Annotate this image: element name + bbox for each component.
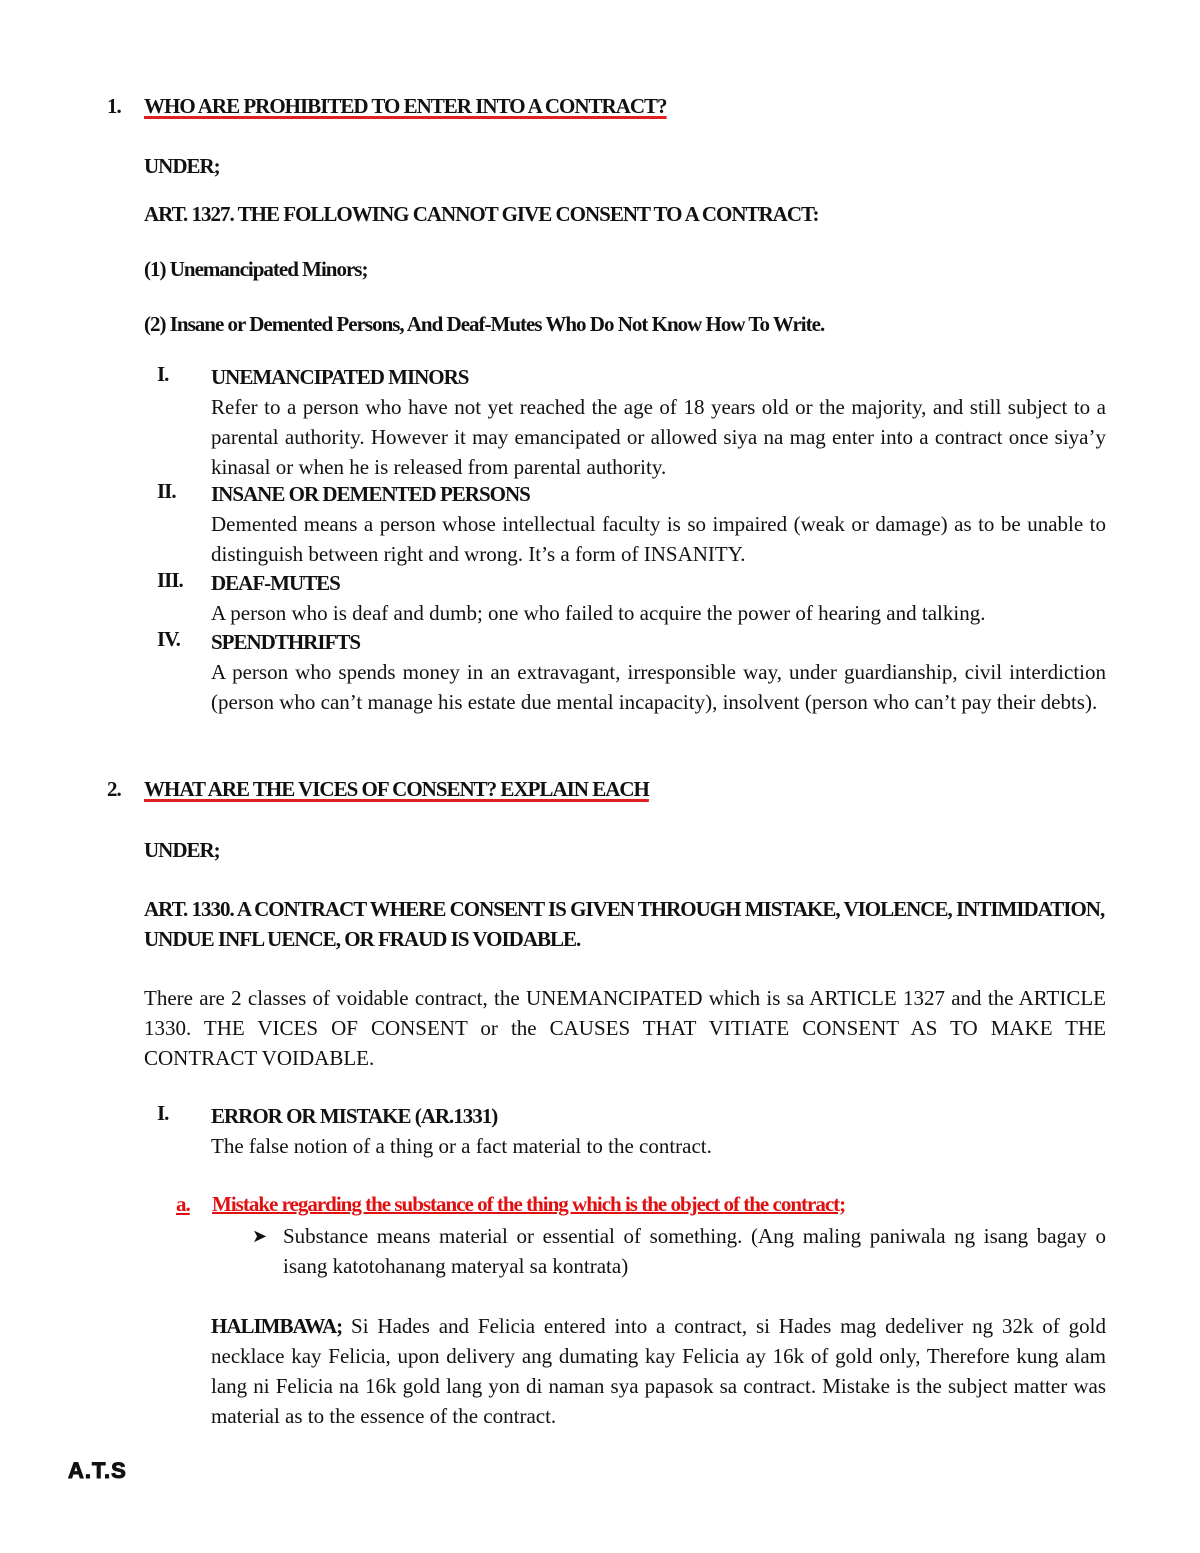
question-1-title: WHO ARE PROHIBITED TO ENTER INTO A CONTRACT? xyxy=(144,94,667,118)
section-body: A person who spends money in an extravagant, irresponsible way, under guardianship, civil interdiction (person who can’t manage his estate due mental incapacity), insolvent (person who can’t pay their debts). xyxy=(211,660,1106,714)
section-deaf-mutes xyxy=(157,568,1106,628)
article-1327-heading: ART. 1327. THE FOLLOWING CANNOT GIVE CONSENT TO A CONTRACT: xyxy=(144,202,819,226)
example-paragraph xyxy=(211,1311,1106,1431)
question-1-under: UNDER; xyxy=(144,154,220,178)
section-insane-or-demented xyxy=(157,479,1106,569)
question-2-number: 2. xyxy=(107,777,121,801)
section-roman-numeral: III. xyxy=(157,568,183,592)
question-2-title: WHAT ARE THE VICES OF CONSENT? EXPLAIN EACH xyxy=(144,777,649,801)
section-title: ERROR OR MISTAKE (AR.1331) xyxy=(211,1104,498,1128)
section-body: The false notion of a thing or a fact material to the contract. xyxy=(211,1134,712,1158)
question-2-heading xyxy=(107,777,649,802)
section-title: DEAF-MUTES xyxy=(211,571,340,595)
section-roman-numeral: IV. xyxy=(157,627,180,651)
section-spendthrifts xyxy=(157,627,1106,717)
sub-item-a xyxy=(176,1192,845,1217)
sub-item-a-text: Mistake regarding the substance of the thing which is the object of the contract; xyxy=(212,1192,846,1216)
example-text: Si Hades and Felicia entered into a contract, si Hades mag dedeliver ng 32k of gold necklace kay Felicia, upon delivery ang dumating kay Felicia ay 16k of gold only, Therefore kung alam lang ni Felicia na 16k gold lang yon di naman sya papasok sa contract. Mistake is the subject matter was material as to the essence of the contract. xyxy=(211,1314,1106,1428)
section-roman-numeral: I. xyxy=(157,1101,169,1125)
question-2-under: UNDER; xyxy=(144,838,220,862)
section-title: UNEMANCIPATED MINORS xyxy=(211,365,469,389)
article-1327-item-1: (1) Unemancipated Minors; xyxy=(144,257,368,281)
section-roman-numeral: II. xyxy=(157,479,176,503)
example-label: HALIMBAWA; xyxy=(211,1314,343,1338)
section-title: SPENDTHRIFTS xyxy=(211,630,361,654)
section-body: Refer to a person who have not yet reached the age of 18 years old or the majority, and still subject to a parental authority. However it may emancipated or allowed siya na mag enter into a contract once siya’y kinasal or when he is released from parental authority. xyxy=(211,395,1106,479)
section-roman-numeral: I. xyxy=(157,362,169,386)
question-1-number: 1. xyxy=(107,94,121,118)
footer-initials: A.T.S xyxy=(68,1458,127,1483)
sub-item-a-label: a. xyxy=(176,1192,190,1216)
section-body: A person who is deaf and dumb; one who failed to acquire the power of hearing and talking. xyxy=(211,601,986,625)
voidable-intro-paragraph: There are 2 classes of voidable contract, the UNEMANCIPATED which is sa ARTICLE 1327 and the ARTICLE 1330. THE VICES OF CONSENT or the CAUSES THAT VITIATE CONSENT AS TO MAKE THE CONTRACT VOIDABLE. xyxy=(144,986,1106,1070)
section-error-or-mistake xyxy=(157,1101,1106,1161)
arrow-bullet-icon: ➤ xyxy=(252,1226,268,1246)
question-1-heading xyxy=(107,94,667,119)
section-unemancipated-minors xyxy=(157,362,1106,482)
article-1327-item-2: (2) Insane or Demented Persons, And Deaf-Mutes Who Do Not Know How To Write. xyxy=(144,312,825,336)
bullet-text: Substance means material or essential of something. (Ang maling paniwala ng isang bagay o isang katotohanang materyal sa kontrata) xyxy=(283,1224,1106,1278)
article-1330-heading: ART. 1330. A CONTRACT WHERE CONSENT IS GIVEN THROUGH MISTAKE, VIOLENCE, INTIMIDATION, UNDUE INFL UENCE, OR FRAUD IS VOIDABLE. xyxy=(144,897,1105,951)
section-title: INSANE OR DEMENTED PERSONS xyxy=(211,482,530,506)
section-body: Demented means a person whose intellectual faculty is so impaired (weak or damage) as to be unable to distinguish between right and wrong. It’s a form of INSANITY. xyxy=(211,512,1106,566)
